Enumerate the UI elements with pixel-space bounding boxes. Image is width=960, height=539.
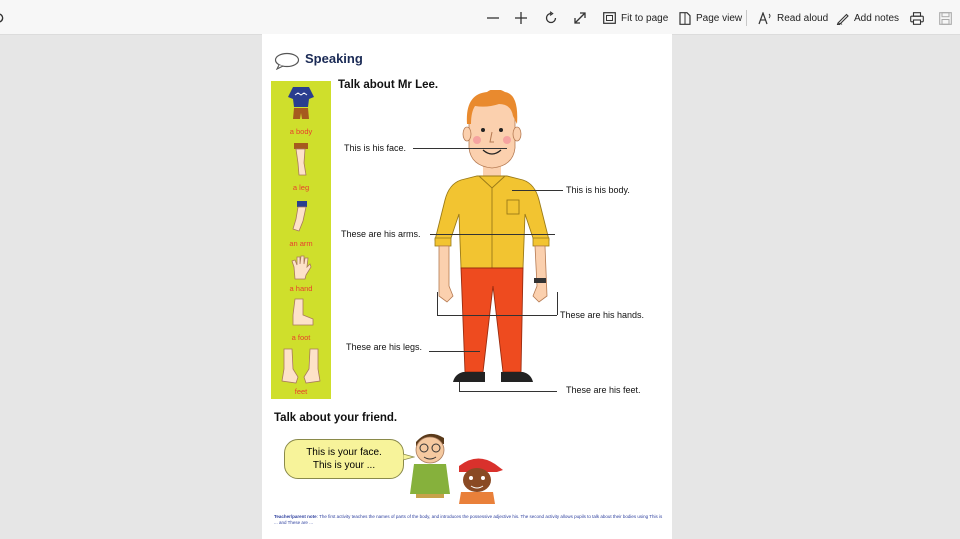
fit-to-page-icon — [603, 12, 616, 24]
document-page — [262, 34, 672, 539]
rotate-icon — [544, 11, 558, 25]
read-aloud-icon — [758, 12, 772, 25]
print-button[interactable] — [910, 8, 924, 28]
bubble-line-1: This is your face. — [306, 447, 382, 458]
teacher-note — [274, 514, 664, 526]
zoom-in-button[interactable] — [514, 8, 528, 28]
strip-word-leg: a leg — [292, 183, 310, 192]
bubble-line-2: This is your ... — [312, 460, 376, 471]
read-aloud-label: Read aloud — [777, 12, 829, 24]
plus-icon — [514, 11, 528, 25]
save-icon — [939, 12, 952, 25]
page-view-label: Page view — [696, 12, 743, 24]
arms-leader-line — [430, 234, 555, 235]
teacher-note-label: Teacher/parent note — [274, 514, 317, 519]
shirt-shorts-illustration — [287, 85, 315, 123]
hand-illustration — [289, 253, 313, 283]
page-view-icon — [679, 12, 691, 25]
talk-about-mr-lee-heading: Talk about Mr Lee. — [338, 79, 439, 91]
strip-word-foot: a foot — [291, 333, 311, 342]
arm-illustration — [287, 199, 315, 237]
feet-left-tick — [459, 382, 460, 391]
legs-leader-line — [429, 351, 480, 352]
expand-icon — [573, 11, 587, 25]
strip-word-arm: an arm — [289, 239, 313, 248]
toolbar-separator — [746, 10, 747, 26]
save-button[interactable] — [939, 8, 952, 28]
add-notes-button[interactable] — [836, 8, 899, 28]
feet-illustration — [276, 347, 326, 385]
teacher-note-text: : The first activity teaches the names of parts of the body, and introduces the possessive adjective his. The second activity allows pupils to talk about their bodies using This is ... and These are ... — [274, 514, 663, 525]
full-screen-button[interactable] — [573, 8, 587, 28]
zoom-out-button[interactable] — [486, 8, 500, 28]
strip-word-body: a body — [289, 127, 313, 136]
vocabulary-strip — [271, 81, 331, 399]
label-face: This is his face. — [344, 143, 407, 153]
printer-icon — [910, 12, 924, 25]
label-legs: These are his legs. — [346, 342, 423, 352]
pen-icon — [836, 12, 849, 25]
strip-word-hand: a hand — [289, 284, 313, 293]
read-aloud-button[interactable] — [758, 8, 828, 28]
girl-with-cap-illustration — [455, 452, 507, 504]
talk-about-friend-heading: Talk about your friend. — [274, 412, 398, 424]
page-view-button[interactable] — [679, 8, 742, 28]
hands-left-tick — [437, 292, 438, 315]
leg-illustration — [289, 141, 313, 181]
label-arms: These are his arms. — [341, 229, 421, 239]
mr-lee-illustration — [427, 90, 557, 390]
fit-to-page-button[interactable] — [603, 8, 668, 28]
rotate-button[interactable] — [544, 8, 558, 28]
foot-illustration — [285, 297, 317, 329]
viewer-toolbar — [0, 0, 960, 35]
hands-right-tick — [557, 292, 558, 315]
fit-to-page-label: Fit to page — [621, 12, 669, 24]
strip-word-feet: feet — [294, 387, 308, 396]
feet-leader-line — [459, 391, 557, 392]
face-leader-line — [413, 148, 507, 149]
label-body: This is his body. — [566, 185, 630, 195]
add-notes-label: Add notes — [854, 12, 900, 24]
body-leader-line — [512, 190, 563, 191]
label-hands: These are his hands. — [560, 310, 645, 320]
toolbar-edge-icon — [0, 8, 6, 28]
hands-leader-line — [437, 315, 557, 316]
speaking-heading: Speaking — [305, 51, 363, 66]
speech-bubble-icon — [274, 52, 300, 70]
speech-bubble — [284, 439, 404, 479]
label-feet: These are his feet. — [566, 385, 641, 395]
minus-icon — [486, 11, 500, 25]
